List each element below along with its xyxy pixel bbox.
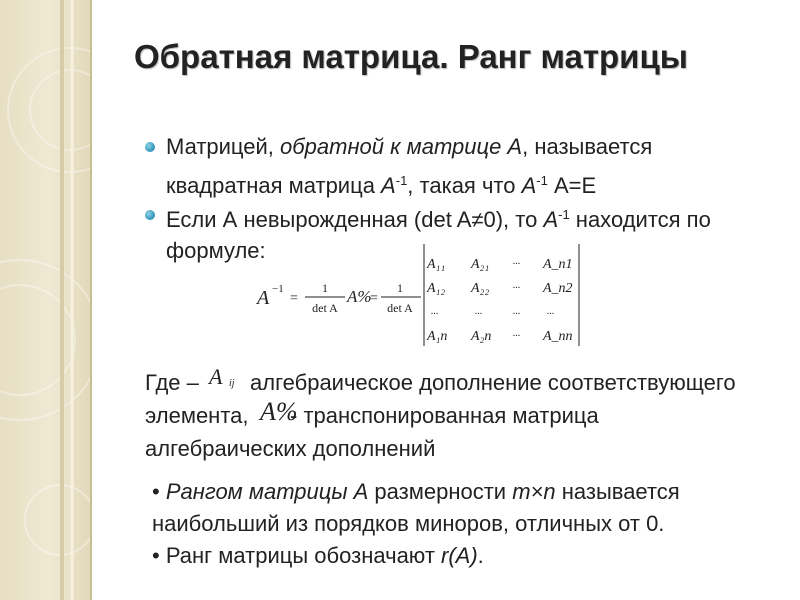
frac-den: det A	[312, 301, 338, 315]
formula-lhs: A	[257, 287, 270, 309]
rank-dimension: m×n	[512, 479, 556, 504]
slide-title: Обратная матрица. Ранг матрицы	[134, 38, 688, 75]
inverse-superscript: -1	[536, 173, 548, 188]
definition-text: квадратная матрица	[166, 173, 382, 198]
where-line-1: алгебраическое дополнение соответствующего	[250, 370, 736, 395]
matrix-cell: ...	[513, 280, 521, 291]
matrix-cell: ...	[475, 306, 483, 317]
condition-text: находится по	[569, 207, 711, 232]
definition-text: Матрицей,	[166, 134, 281, 159]
matrix-cell: A₂n	[471, 329, 492, 344]
bullet-icon	[145, 142, 155, 152]
formula-lhs-sup: −1	[272, 283, 284, 295]
decorative-side-band	[0, 0, 90, 600]
definition-text: , называется	[522, 134, 653, 159]
rank-text: .	[477, 543, 484, 568]
matrix-cell: A₁₂	[427, 281, 446, 296]
rank-notation: r(A)	[441, 543, 478, 568]
inverse-matrix-formula	[255, 242, 585, 352]
rank-term: Рангом матрицы А	[165, 479, 369, 504]
matrix-cell: A₁n	[427, 329, 448, 344]
matrix-cell: A_n1	[543, 257, 573, 272]
matrix-symbol: А	[543, 207, 559, 232]
rank-text: Ранг матрицы обозначают	[165, 543, 442, 568]
frac2-num: 1	[397, 281, 403, 295]
matrix-cell: ...	[547, 306, 555, 317]
matrix-cell: A_nn	[543, 329, 573, 344]
matrix-cell: A₁₁	[427, 257, 446, 272]
rank-bullet: •	[152, 543, 160, 568]
matrix-cell: ...	[431, 306, 439, 317]
where-label: Где –	[145, 370, 199, 395]
formula-eq2: =	[370, 291, 378, 306]
matrix-cell: A₂₁	[471, 257, 490, 272]
where-line-3: алгебраических дополнений	[145, 436, 436, 461]
definition-term: обратной к матрице А	[280, 134, 523, 159]
condition-line-2: формуле:	[166, 238, 266, 263]
matrix-cell: A₂₂	[471, 281, 490, 296]
rank-text: размерности	[368, 479, 513, 504]
identity-equation: А=Е	[547, 173, 597, 198]
rank-line-2: наибольший из порядков миноров, отличных от 0.	[152, 511, 665, 536]
formula-eq: =	[290, 291, 298, 306]
condition-text: Если А невырожденная (det A≠0), то	[166, 207, 544, 232]
matrix-cell: A_n2	[543, 281, 573, 296]
matrix-symbol: А	[521, 173, 537, 198]
band-border	[90, 0, 92, 600]
rank-line-3	[152, 541, 484, 571]
inverse-superscript: -1	[395, 173, 408, 188]
frac-num: 1	[322, 281, 328, 295]
adjugate-symbol: A%	[347, 287, 372, 306]
rank-line-1	[152, 477, 680, 507]
condition-line-1	[166, 200, 711, 235]
cofactor-symbol	[205, 362, 249, 392]
cofactor-letter: A	[209, 364, 223, 389]
matrix-cell: ...	[513, 256, 521, 267]
definition-line-2	[166, 166, 596, 201]
decorative-rings	[0, 0, 90, 600]
where-line-2-end: - транспонированная матрица	[290, 403, 599, 428]
cofactor-subscript: ij	[229, 378, 235, 389]
bullet-icon	[145, 210, 155, 220]
inverse-superscript: -1	[558, 207, 570, 222]
rank-text: называется	[555, 479, 680, 504]
definition-line-1	[166, 132, 652, 162]
adjugate-glyph: A%	[260, 397, 298, 426]
matrix-symbol: А	[381, 173, 396, 198]
definition-text: , такая что	[407, 173, 522, 198]
matrix-cell: ...	[513, 306, 521, 317]
matrix-cell: ...	[513, 328, 521, 339]
frac2-den: det A	[387, 301, 413, 315]
rank-bullet: •	[152, 479, 160, 504]
where-line-2-start: элемента,	[145, 403, 249, 428]
